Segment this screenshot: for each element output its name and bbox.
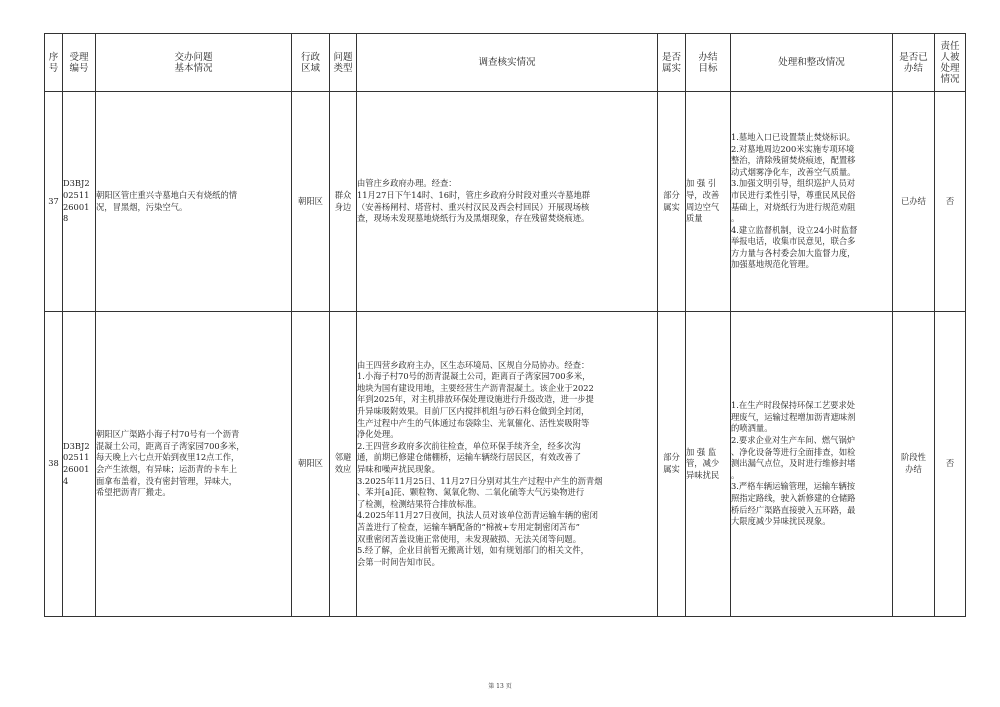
header-issue: 交办问题 基本情况 (96, 34, 292, 92)
seq-cell: 37 (45, 92, 63, 312)
accept-no-cell: D3BJ2 02511 26001 4 (63, 312, 96, 617)
closed-cell: 阶段性 办结 (893, 312, 935, 617)
header-is-true: 是否 属实 (658, 34, 686, 92)
header-accountability: 责任 人被 处理 情况 (935, 34, 966, 92)
header-type: 问题 类型 (330, 34, 357, 92)
district-cell: 朝阳区 (292, 312, 330, 617)
header-accept-no: 受理 编号 (63, 34, 96, 92)
table-row (45, 312, 966, 617)
is-true-cell: 部分 属实 (658, 312, 686, 617)
header-investigation: 调查核实情况 (357, 34, 658, 92)
accountability-cell: 否 (935, 312, 966, 617)
closed-cell: 已办结 (893, 92, 935, 312)
district-cell: 朝阳区 (292, 92, 330, 312)
investigation-cell: 由王四营乡政府主办，区生态环境局、区规自分局协办。经查： 1.小海子村70号的沥青混凝土公司，距离百子湾家园700多米， 地块为国有建设用地，主要经营生产沥青混凝土。该企业于2022 年到2025年，对主机排放环保处理设施进行升级改造，进一步提 升异味吸附效果。目前厂区内搅拌机组与砂石料仓做到全封闭， 生产过程中产生的气体通过布袋除尘、光氧催化、活性炭吸附等 净化处理。 2.王四营乡政府多次前往检查，单位环保手续齐全，经多次沟 通，前期已修建仓储棚桥，运输车辆绕行居民区，有效改善了 异味和噪声扰民现象。 3.2025年11月25日、11月27日分别对其生产过程中产生的沥青烟 、苯并[a]芘、颗粒物、氮氧化物、二氧化硫等大气污染物进行 了检测，检测结果符合排放标准。 4.2025年11月27日夜间，执法人员对该单位沥青运输车辆的密闭 苫盖进行了检查，运输车辆配备的“棉被+专用定制密闭苫布” 双重密闭苫盖设施正常使用，未发现破损、无法关闭等问题。 5.经了解，企业目前暂无搬离计划，如有规划部门的相关文件， 会第一时间告知市民。 (357, 312, 658, 617)
investigation-cell: 由管庄乡政府办理。经查： 11月27日下午14时、16时，管庄乡政府分时段对重兴寺墓地群 （安善杨闸村、塔营村、重兴村汉民及西会村回民）开展现场核 查，现场未发现墓地烧纸行为及黑烟现象，存在残留焚烧痕迹。 (357, 92, 658, 312)
type-cell: 群众 身边 (330, 92, 357, 312)
handling-cell: 1.墓地入口已设置禁止焚烧标识。 2.对墓地周边200米实施专项环境 整治，清除残留焚烧痕迹，配置移 动式烟雾净化车，改善空气质量。 3.加强文明引导，组织巡护人员对 市民进行柔性引导，尊重民风民俗 基础上，对烧纸行为进行规范劝阻 。 4.建立监督机制，设立24小时监督 举报电话，收集市民意见，联合多 方力量与各村委会加大监督力度， 加强墓地规范化管理。 (731, 92, 893, 312)
seq-cell: 38 (45, 312, 63, 617)
accountability-cell: 否 (935, 92, 966, 312)
goal-cell: 加 强 监 管，减少 异味扰民 (686, 312, 731, 617)
handling-cell: 1.在生产时段保持环保工艺要求处 理废气，运输过程增加沥青遮味剂 的喷洒量。 2.要求企业对生产车间、燃气锅炉 、净化设备等进行全面排查，如检 测出漏气点位，及时进行维修封堵 。 3.严格车辆运输管理，运输车辆按 照指定路线，驶入新修建的仓储路 桥后经广渠路直接驶入五环路，最 大限度减少异味扰民现象。 (731, 312, 893, 617)
complaint-table (44, 33, 966, 617)
issue-cell: 朝阳区广渠路小海子村70号有一个沥青 混凝土公司，距离百子湾家园700多米， 每天晚上六七点开始到夜里12点工作， 会产生浓烟，有异味；运沥青的卡车上 面拿布盖着，没有密封管理，异味大， 希望把沥青厂搬走。 (96, 312, 292, 617)
is-true-cell: 部分 属实 (658, 92, 686, 312)
table-row (45, 92, 966, 312)
header-district: 行政 区域 (292, 34, 330, 92)
header-goal: 办结 目标 (686, 34, 731, 92)
issue-cell: 朝阳区管庄重兴寺墓地白天有烧纸的情 况，冒黑烟，污染空气。 (96, 92, 292, 312)
goal-cell: 加 强 引 导，改善 周边空气 质量 (686, 92, 731, 312)
header-row (45, 34, 966, 92)
header-closed: 是否已 办结 (893, 34, 935, 92)
page-number: 第 13 页 (488, 683, 512, 690)
type-cell: 邻避 效应 (330, 312, 357, 617)
header-handling: 处理和整改情况 (731, 34, 893, 92)
header-seq: 序 号 (45, 34, 63, 92)
accept-no-cell: D3BJ2 02511 26001 8 (63, 92, 96, 312)
